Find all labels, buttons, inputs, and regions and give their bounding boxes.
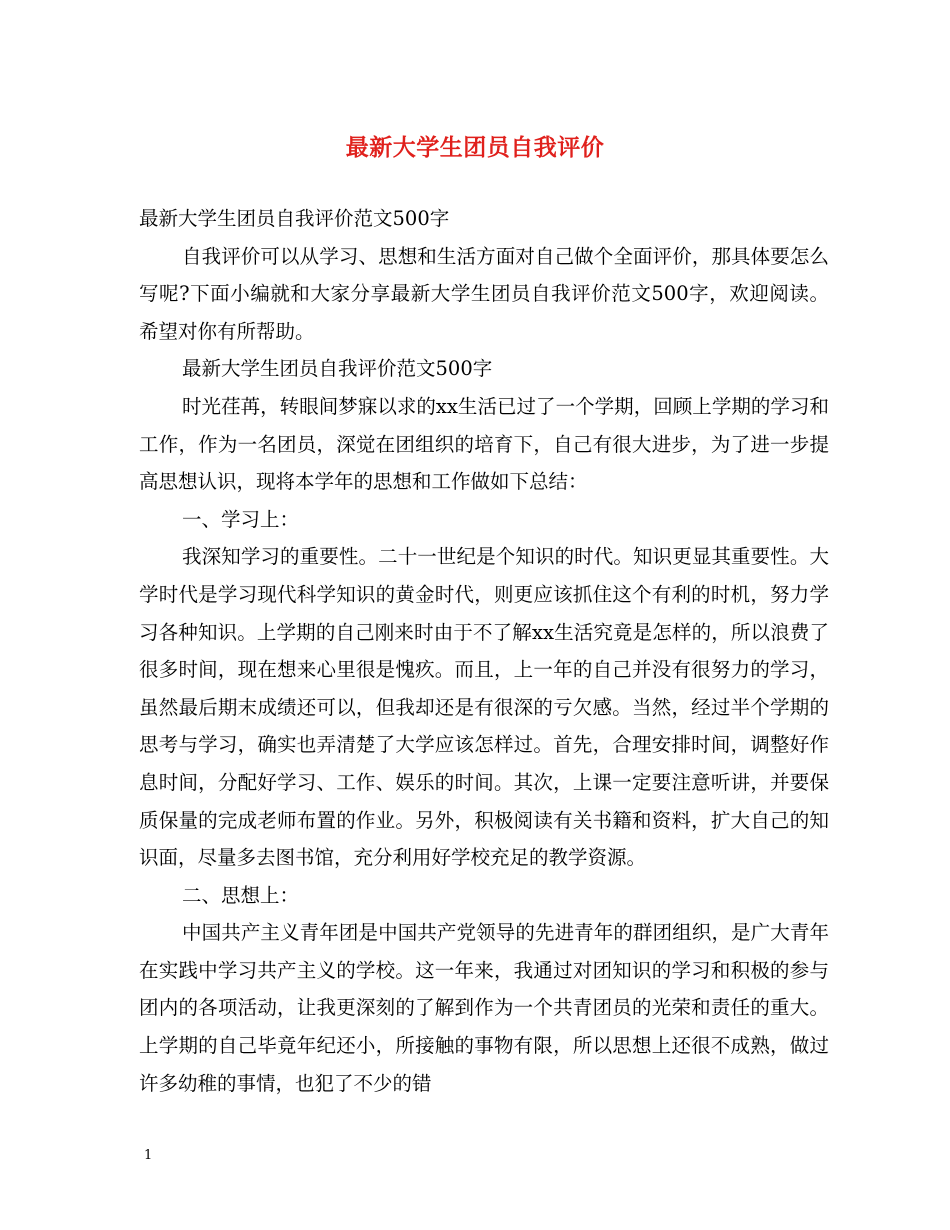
section-heading-sample: 最新大学生团员自我评价范文500字 [182, 357, 493, 381]
section-heading-study: 一、学习上： [182, 507, 300, 531]
intro-paragraph: 自我评价可以从学习、思想和生活方面对自己做个全面评价，那具体要怎么写呢?下面小编就和大家分享最新大学生团员自我评价范文500字，欢迎阅读。希望对你有所帮助。 [139, 244, 829, 343]
page-number: 1 [144, 1148, 153, 1163]
document-title: 最新大学生团员自我评价 [345, 134, 605, 161]
opening-paragraph: 时光荏苒，转眼间梦寐以求的xx生活已过了一个学期，回顾上学期的学习和工作，作为一名团员，深觉在团组织的培育下，自己有很大进步，为了进一步提高思想认识，现将本学年的思想和工作做如下总结： [139, 394, 829, 494]
thought-paragraph: 中国共产主义青年团是中国共产党领导的先进青年的群团组织，是广大青年在实践中学习共产主义的学校。这一年来，我通过对团知识的学习和积极的参与团内的各项活动，让我更深刻的了解到作为一个共青团员的光荣和责任的重大。上学期的自己毕竟年纪还小，所接触的事物有限，所以思想上还很不成熟，做过许多幼稚的事情，也犯了不少的错 [139, 921, 829, 1095]
study-paragraph: 我深知学习的重要性。二十一世纪是个知识的时代。知识更显其重要性。大学时代是学习现代科学知识的黄金时代，则更应该抓住这个有利的时机，努力学习各种知识。上学期的自己刚来时由于不了解xx生活究竟是怎样的，所以浪费了很多时间，现在想来心里很是愧疚。而且，上一年的自己并没有很努力的学习，虽然最后期末成绩还可以，但我却还是有很深的亏欠感。当然，经过半个学期的思考与学习，确实也弄清楚了大学应该怎样过。首先，合理安排时间，调整好作息时间，分配好学习、工作、娱乐的时间。其次，上课一定要注意听讲，并要保质保量的完成老师布置的作业。另外，积极阅读有关书籍和资料，扩大自己的知识面，尽量多去图书馆，充分利用好学校充足的教学资源。 [139, 545, 829, 870]
document-body [139, 200, 829, 1102]
section-heading-thought: 二、思想上： [182, 883, 300, 907]
subtitle-line: 最新大学生团员自我评价范文500字 [139, 207, 450, 230]
